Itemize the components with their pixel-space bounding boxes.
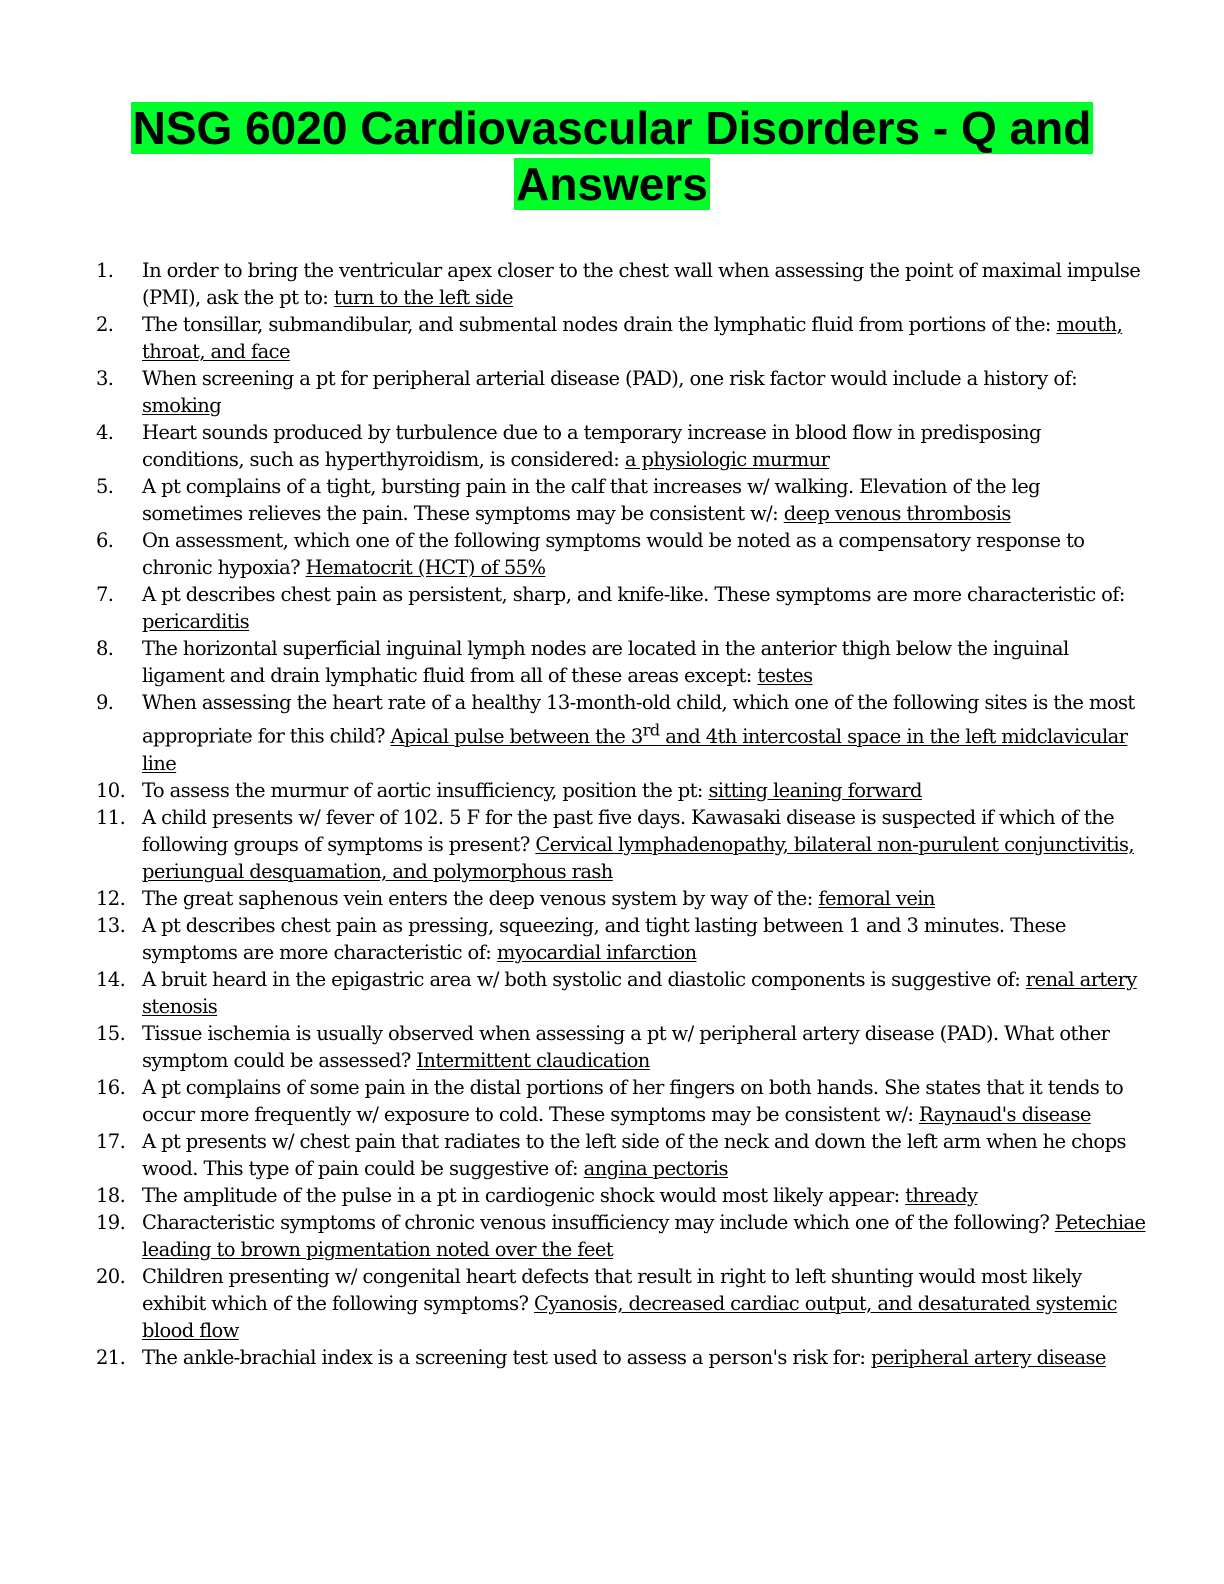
- answer-text: smoking: [142, 394, 222, 417]
- list-item: [96, 966, 1146, 1020]
- question-text: The tonsillar, submandibular, and submental nodes drain the lymphatic fluid from portions of the:: [142, 313, 1057, 336]
- question-text: Tissue ischemia is usually observed when assessing a pt w/ peripheral artery disease (PAD). What other symptom could be assessed?: [142, 1021, 1110, 1072]
- question-text: The ankle-brachial index is a screening test used to assess a person's risk for:: [142, 1345, 871, 1369]
- question-text: Characteristic symptoms of chronic venous insufficiency may include which one of the following?: [142, 1210, 1055, 1234]
- question-number: 16.: [96, 1075, 126, 1099]
- question-text: A pt describes chest pain as persistent, sharp, and knife-like. These symptoms are more characteristic of:: [142, 583, 1125, 606]
- question-text: A pt describes chest pain as pressing, squeezing, and tight lasting between 1 and 3 minutes. These symptoms are more characteristic of:: [142, 913, 1066, 964]
- list-item: [96, 1209, 1146, 1263]
- ordinal-superscript: rd: [642, 720, 660, 739]
- list-item: [96, 419, 1146, 473]
- question-number: 12.: [96, 886, 126, 910]
- list-item: [96, 257, 1146, 311]
- question-text: To assess the murmur of aortic insufficiency, position the pt:: [142, 778, 709, 802]
- question-text: A bruit heard in the epigastric area w/ both systolic and diastolic components is suggestive of:: [142, 967, 1026, 991]
- question-number: 4.: [96, 421, 114, 444]
- answer-text: Cyanosis, decreased cardiac output, and desaturated systemic blood flow: [142, 1291, 1117, 1342]
- question-number: 5.: [96, 475, 114, 498]
- question-number: 14.: [96, 967, 126, 991]
- answer-text: thready: [905, 1183, 978, 1207]
- answer-text: myocardial infarction: [496, 940, 697, 964]
- answer-text-part: Apical pulse between the 3: [390, 724, 643, 748]
- answer-text-part: and 4th intercostal space in the left midclavicular line: [142, 724, 1128, 775]
- question-number: 2.: [96, 313, 114, 336]
- question-number: 6.: [96, 529, 114, 552]
- answer-text: Petechiae leading to brown pigmentation noted over the feet: [142, 1210, 1146, 1261]
- question-number: 19.: [96, 1210, 126, 1234]
- answer-text: peripheral artery disease: [870, 1345, 1106, 1369]
- answer-text: renal artery stenosis: [142, 967, 1137, 1018]
- question-number: 11.: [96, 805, 126, 829]
- question-text: The horizontal superficial inguinal lymph nodes are located in the anterior thigh below the inguinal ligament and drain lymphatic fluid from all of these areas except:: [142, 637, 1069, 687]
- question-number: 9.: [96, 691, 114, 714]
- list-item: [96, 1128, 1146, 1182]
- question-text: When screening a pt for peripheral arterial disease (PAD), one risk factor would include a history of:: [142, 367, 1078, 390]
- list-item: [96, 311, 1146, 365]
- answer-text: Raynaud's disease: [919, 1102, 1091, 1126]
- question-text: The amplitude of the pulse in a pt in cardiogenic shock would most likely appear:: [142, 1183, 906, 1207]
- list-item: [96, 804, 1146, 885]
- answer-text: Intermittent claudication: [416, 1048, 650, 1072]
- list-item: [96, 1020, 1146, 1074]
- answer-text: Hematocrit (HCT) of 55%: [305, 556, 546, 579]
- question-number: 13.: [96, 913, 126, 937]
- page-title: [60, 100, 1164, 212]
- answer-text: angina pectoris: [583, 1156, 728, 1180]
- question-number: 17.: [96, 1129, 126, 1153]
- answer-text: a physiologic murmur: [624, 448, 830, 471]
- list-item: [96, 581, 1146, 635]
- question-number: 20.: [96, 1264, 126, 1288]
- answer-text: pericarditis: [142, 610, 250, 633]
- answer-text: testes: [757, 664, 813, 687]
- answer-text: mouth, throat, and face: [142, 313, 1123, 363]
- list-item: [96, 1182, 1146, 1209]
- answer-text: femoral vein: [818, 886, 935, 910]
- list-item: [96, 473, 1146, 527]
- question-number: 21.: [96, 1345, 126, 1369]
- question-number: 1.: [96, 259, 114, 282]
- title-line-1: NSG 6020 Cardiovascular Disorders - Q and: [132, 102, 1092, 154]
- question-text: A child presents w/ fever of 102. 5 F for the past five days. Kawasaki disease is suspected if which of the following groups of symptoms is present?: [142, 805, 1115, 856]
- list-item: [96, 689, 1146, 777]
- question-number: 15.: [96, 1021, 126, 1045]
- list-item: [96, 527, 1146, 581]
- question-number: 8.: [96, 637, 114, 660]
- question-number: 10.: [96, 778, 126, 802]
- question-list: [96, 257, 1146, 1371]
- list-item: [96, 365, 1146, 419]
- list-item: [96, 885, 1146, 912]
- list-item: [96, 1344, 1146, 1371]
- title-line-2: Answers: [516, 158, 708, 210]
- question-number: 7.: [96, 583, 114, 606]
- list-item: [96, 635, 1146, 689]
- question-number: 18.: [96, 1183, 126, 1207]
- question-text: When assessing the heart rate of a healthy 13-month-old child, which one of the following sites is the most appropriate for this child?: [142, 691, 1135, 748]
- list-item: [96, 912, 1146, 966]
- question-text: The great saphenous vein enters the deep venous system by way of the:: [142, 886, 819, 910]
- answer-text: sitting leaning forward: [708, 778, 922, 802]
- list-item: [96, 1074, 1146, 1128]
- question-number: 3.: [96, 367, 114, 390]
- question-text: In order to bring the ventricular apex closer to the chest wall when assessing the point of maximal impulse (PMI), ask the pt to:: [142, 259, 1141, 309]
- question-text: A pt complains of some pain in the distal portions of her fingers on both hands. She states that it tends to occur more frequently w/ exposure to cold. These symptoms may be consistent w/:: [142, 1075, 1124, 1126]
- question-text: A pt presents w/ chest pain that radiates to the left side of the neck and down the left arm when he chops wood. This type of pain could be suggestive of:: [142, 1129, 1126, 1180]
- question-text: On assessment, which one of the following symptoms would be noted as a compensatory response to chronic hypoxia?: [142, 529, 1085, 579]
- question-text: A pt complains of a tight, bursting pain in the calf that increases w/ walking. Elevation of the leg sometimes relieves the pain. These symptoms may be consistent w/:: [142, 475, 1041, 525]
- question-text: Children presenting w/ congenital heart defects that result in right to left shunting would most likely exhibit which of the following symptoms?: [142, 1264, 1082, 1315]
- list-item: [96, 777, 1146, 804]
- answer-text: turn to the left side: [333, 286, 513, 309]
- answer-text: Cervical lymphadenopathy, bilateral non-purulent conjunctivitis, periungual desquamation, and polymorphous rash: [142, 832, 1135, 883]
- list-item: [96, 1263, 1146, 1344]
- answer-text: deep venous thrombosis: [783, 502, 1011, 525]
- question-text: Heart sounds produced by turbulence due to a temporary increase in blood flow in predisposing conditions, such as hyperthyroidism, is considered:: [142, 421, 1041, 471]
